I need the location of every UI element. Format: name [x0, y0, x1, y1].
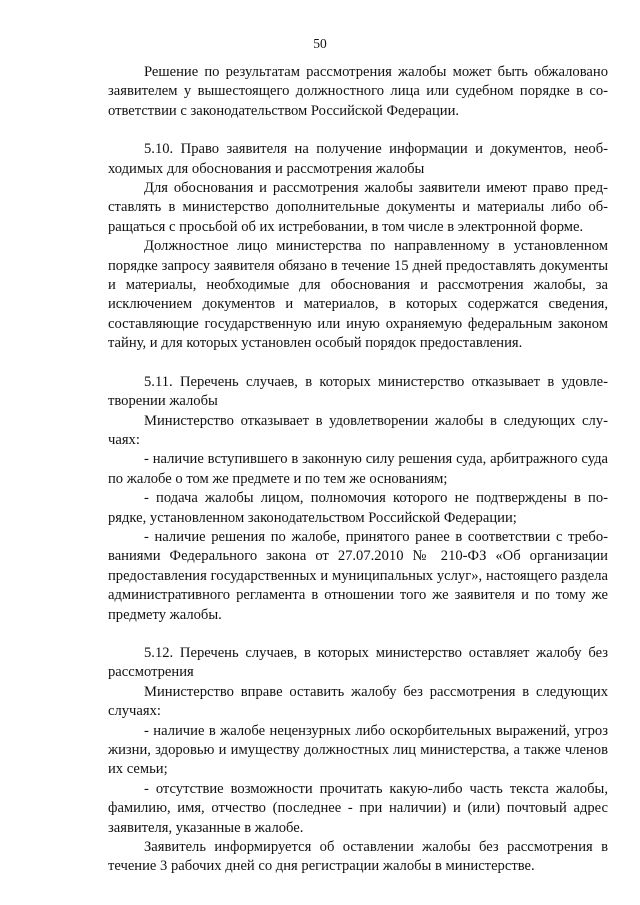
paragraph-refusal-cases: Министерство отказывает в удовлетворении жалобы в следующих случаях:	[108, 412, 608, 448]
paragraph-applicant-notification: Заявитель информируется об оставлении жалобы без рассмотрения в течение 3 рабочих дней со дня регистрации жалобы в министерстве.	[108, 839, 608, 875]
list-item-prior-decision: - наличие решения по жалобе, принятого ранее в соответствии с требованиями Федерального закона от 27.07.2010 № 210-ФЗ «Об организации предоставления государственных и муниципальных услуг», настоящего раздела административного регламента в отношении того же заявителя и по тому же предмету жалобы.	[108, 528, 608, 623]
list-item-unconfirmed-authority: - подача жалобы лицом, полномочия которого не подтверждены в порядке, установленном законодательством Российской Федерации;	[108, 490, 608, 526]
document-body	[108, 63, 608, 877]
section-gap	[108, 121, 608, 140]
section-heading-5-10: 5.10. Право заявителя на получение информации и документов, необходимых для обоснования и рассмотрения жалобы	[108, 141, 608, 177]
paragraph-no-review-cases: Министерство вправе оставить жалобу без рассмотрения в следующих случаях:	[108, 683, 608, 720]
section-gap	[108, 625, 608, 644]
section-heading-5-11: 5.11. Перечень случаев, в которых министерство отказывает в удовлетворении жалобы	[108, 373, 608, 410]
list-item-obscene-language: - наличие в жалобе нецензурных либо оскорбительных выражений, угроз жизни, здоровью и имуществу должностных лиц министерства, а также членов их семьи;	[108, 722, 608, 778]
section-gap	[108, 354, 608, 373]
paragraph-appeal-decision: Решение по результатам рассмотрения жалобы может быть обжаловано заявителем у вышестоящего должностного лица или судебном порядке в соответствии с законодательством Российской Федерации.	[108, 64, 608, 119]
section-heading-5-12: 5.12. Перечень случаев, в которых министерство оставляет жалобу без рассмотрения	[108, 644, 608, 681]
paragraph-official-obligation: Должностное лицо министерства по направленному в установленном порядке запросу заявителя обязано в течение 15 дней предоставлять документы и материалы, необходимые для обоснования и рассмотрения жалобы, за исключением документов и материалов, в которых содержатся сведения, составляющие государственную или иную охраняемую федеральным законом тайну, и для которых установлен особый порядок предоставления.	[108, 238, 608, 352]
paragraph-additional-documents: Для обоснования и рассмотрения жалобы заявители имеют право представлять в министерство дополнительные документы и материалы либо обращаться с просьбой об их истребовании, в том числе в электронной форме.	[108, 180, 608, 235]
list-item-unreadable-text: - отсутствие возможности прочитать какую-либо часть текста жалобы, фамилию, имя, отчество (последнее - при наличии) и (или) почтовый адрес заявителя, указанные в жалобе.	[108, 780, 608, 836]
page-number: 50	[313, 36, 327, 51]
list-item-court-decision: - наличие вступившего в законную силу решения суда, арбитражного суда по жалобе о том же предмете и по тем же основаниям;	[108, 451, 608, 487]
